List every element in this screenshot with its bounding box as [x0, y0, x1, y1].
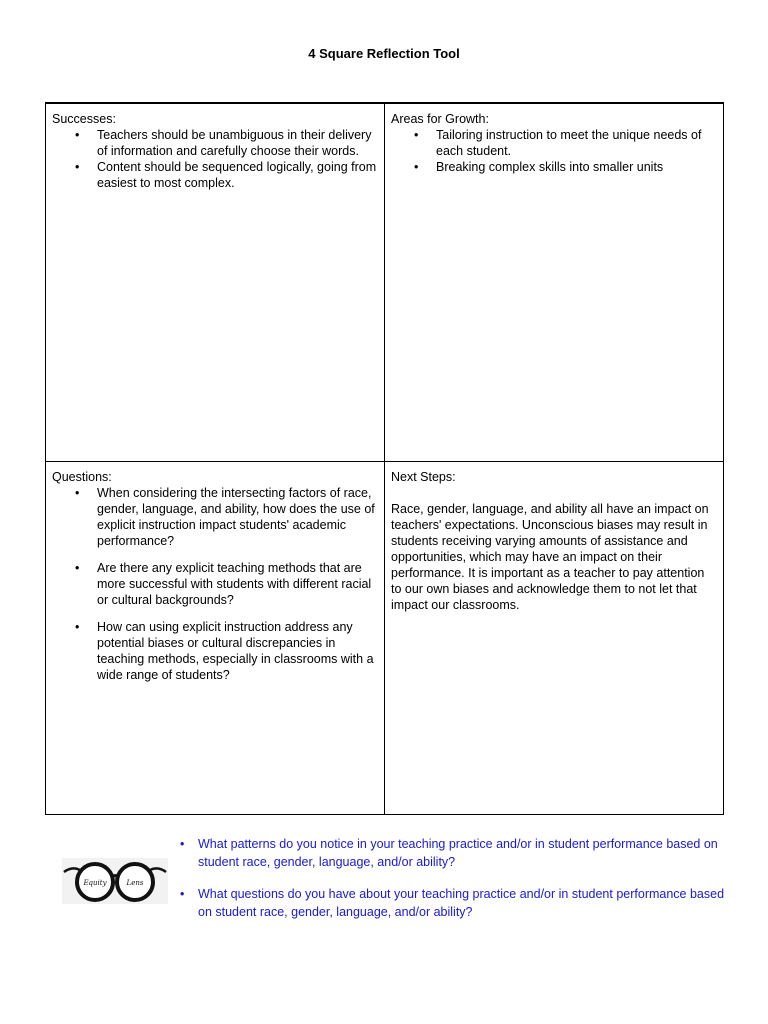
list-item: [52, 619, 378, 683]
list-item-text: Tailoring instruction to meet the unique needs of each student.: [436, 128, 702, 158]
list-item: [52, 159, 378, 191]
bullet-icon: •: [414, 160, 419, 174]
equity-lens-glasses-icon: [62, 858, 168, 904]
successes-cell: [46, 104, 385, 462]
list-item-text: Breaking complex skills into smaller units: [436, 160, 664, 174]
growth-cell: [385, 104, 723, 462]
bullet-icon: •: [414, 128, 419, 142]
bullet-icon: •: [180, 837, 185, 851]
growth-list: [391, 127, 717, 175]
list-item: [52, 560, 378, 608]
list-item-text: When considering the intersecting factors of race, gender, language, and ability, how does the use of explicit instruction impact students' academic performance?: [97, 486, 375, 548]
reflection-grid: [45, 102, 724, 815]
successes-list: [52, 127, 378, 191]
successes-label: Successes:: [52, 112, 116, 126]
list-item: [391, 127, 717, 159]
next-steps-label: Next Steps:: [391, 470, 456, 484]
questions-list: [52, 485, 378, 683]
next-steps-text: Race, gender, language, and ability all have an impact on teachers' expectations. Unconscious biases may result in students receiving varying amounts of assistance and opportunities, which may have an impact on their performance. It is important as a teacher to pay attention to our own biases and acknowledge them to not let that impact our classrooms.: [391, 502, 709, 612]
page-title: 4 Square Reflection Tool: [308, 46, 460, 61]
lens-lens-text: Lens: [126, 879, 144, 887]
bullet-icon: •: [75, 620, 80, 634]
equity-lens-text: Equity: [83, 879, 107, 887]
list-item-text: Are there any explicit teaching methods that are more successful with students with different racial or cultural backgrounds?: [97, 561, 372, 607]
questions-label: Questions:: [52, 470, 112, 484]
bullet-icon: •: [180, 887, 185, 901]
equity-prompt: [180, 835, 740, 871]
list-item-text: Content should be sequenced logically, going from easiest to most complex.: [97, 160, 377, 190]
list-item: [52, 127, 378, 159]
equity-prompt: [180, 885, 740, 921]
equity-prompts: [180, 835, 740, 935]
equity-prompt-text: What patterns do you notice in your teaching practice and/or in student performance based on student race, gender, language, and/or ability?: [198, 837, 718, 869]
growth-label: Areas for Growth:: [391, 112, 489, 126]
bullet-icon: •: [75, 128, 80, 142]
bullet-icon: •: [75, 486, 80, 500]
list-item-text: Teachers should be unambiguous in their delivery of information and carefully choose their words.: [97, 128, 372, 158]
bullet-icon: •: [75, 160, 80, 174]
next-steps-cell: [385, 462, 723, 815]
list-item: [391, 159, 717, 175]
bullet-icon: •: [75, 561, 80, 575]
list-item: [52, 485, 378, 549]
questions-cell: [46, 462, 385, 815]
list-item-text: How can using explicit instruction address any potential biases or cultural discrepancies in teaching methods, especially in classrooms with a wide range of students?: [97, 620, 374, 682]
equity-prompt-text: What questions do you have about your teaching practice and/or in student performance based on student race, gender, language, and/or ability?: [198, 887, 725, 919]
